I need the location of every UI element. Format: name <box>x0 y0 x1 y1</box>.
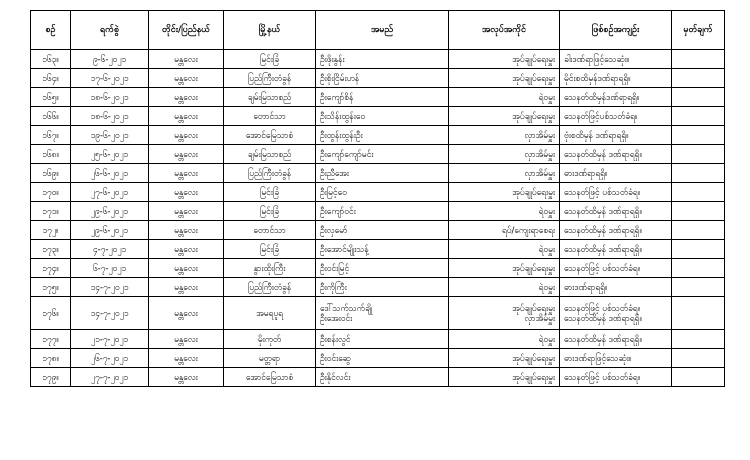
incident-cell-line: သေနတ်ဖြင့် ပစ်သတ်ခံရ။ <box>564 303 641 313</box>
incident-cell-line: သေနတ်ထိမှန် ဒဏ်ရာရရှိ။ <box>564 244 642 254</box>
occupation-cell-line: ရဲဝမှူး <box>538 282 555 292</box>
occupation-cell <box>449 330 560 349</box>
occupation-cell <box>449 50 560 69</box>
remark-cell <box>672 202 725 221</box>
remark-cell <box>672 50 725 69</box>
name-cell <box>316 368 449 387</box>
incident-cell <box>560 183 672 202</box>
serial-cell: ၁၇၅။ <box>31 278 71 297</box>
incident-cell <box>560 69 672 88</box>
township-cell: ချမ်းမြသာစည် <box>224 88 316 107</box>
remark-cell <box>672 107 725 126</box>
region-cell: မန္တလေး <box>149 145 224 164</box>
name-cell <box>316 297 449 330</box>
incident-cell <box>560 50 672 69</box>
incident-cell <box>560 259 672 278</box>
occupation-cell-line: အုပ်ချုပ်ရေးမှူး <box>512 263 555 273</box>
township-cell: မြင်းခြံ <box>224 202 316 221</box>
name-cell <box>316 107 449 126</box>
remark-cell <box>672 164 725 183</box>
occupation-cell <box>449 107 560 126</box>
occupation-cell-line: အုပ်ချုပ်ရေးမှူး <box>512 54 555 64</box>
incident-cell-line: သေနတ်ဖြင့် ပစ်သတ်ခံရ။ <box>564 372 641 382</box>
table-row <box>31 202 725 221</box>
date-cell: ၁၈-၆-၂၀၂၁ <box>71 88 149 107</box>
date-cell: ၂၅-၆-၂၀၂၁ <box>71 145 149 164</box>
incident-cell-line: သေနတ်ထိမှန် ဒဏ်ရာရရှိ။ <box>564 149 642 159</box>
name-cell <box>316 88 449 107</box>
name-cell <box>316 126 449 145</box>
township-cell: တောင်သာ <box>224 107 316 126</box>
region-cell: မန္တလေး <box>149 368 224 387</box>
incident-cell-line: သေနတ်ဖြင့်ပစ်သတ်ခံရ။ <box>564 111 638 121</box>
name-cell <box>316 145 449 164</box>
date-cell: ၁၄-၇-၂၀၂၁ <box>71 278 149 297</box>
occupation-cell-line: ရပ်/ကျေးရာစေရး <box>501 225 555 235</box>
township-cell: ချမ်းမြသာစည် <box>224 145 316 164</box>
occupation-cell <box>449 88 560 107</box>
occupation-cell <box>449 69 560 88</box>
name-cell <box>316 349 449 368</box>
remark-cell <box>672 126 725 145</box>
serial-cell: ၁၆၉။ <box>31 164 71 183</box>
incident-cell <box>560 240 672 259</box>
header-occupation: အလုပ်အကိုင် <box>449 11 560 50</box>
incident-cell-line: သေနတ်ထိမှန် ဒဏ်ရာရရှိ။ <box>564 334 642 344</box>
serial-cell: ၁၇၇။ <box>31 330 71 349</box>
occupation-cell-line: လှာအိမ်မှူး <box>524 130 555 140</box>
occupation-cell <box>449 278 560 297</box>
name-cell-line: ဦးမြင့်ဝေ <box>320 187 347 197</box>
name-cell-line: ဦးအောင်မျိုးသန့် <box>320 244 369 254</box>
region-cell: မန္တလေး <box>149 202 224 221</box>
region-cell: မန္တလေး <box>149 349 224 368</box>
incident-cell <box>560 145 672 164</box>
header-region: တိုင်း/ပြည်နယ် <box>149 11 224 50</box>
region-cell: မန္တလေး <box>149 259 224 278</box>
date-cell: ၁၈-၆-၂၀၂၁ <box>71 107 149 126</box>
remark-cell <box>672 221 725 240</box>
table-row <box>31 126 725 145</box>
header-remark: မှတ်ချက် <box>672 11 725 50</box>
region-cell: မန္တလေး <box>149 278 224 297</box>
table-row <box>31 221 725 240</box>
name-cell-line: ဦးသိန်းထွန်းဝေ <box>320 111 366 121</box>
occupation-cell <box>449 368 560 387</box>
name-cell-line: ဦးအေးဝင်း <box>320 313 353 323</box>
occupation-cell <box>449 164 560 183</box>
remark-cell <box>672 349 725 368</box>
table-row <box>31 278 725 297</box>
region-cell: မန္တလေး <box>149 69 224 88</box>
header-serial: စဉ် <box>31 11 71 50</box>
remark-cell <box>672 183 725 202</box>
occupation-cell <box>449 221 560 240</box>
serial-cell: ၁၆၇။ <box>31 126 71 145</box>
serial-cell: ၁၇၃။ <box>31 240 71 259</box>
remark-cell <box>672 278 725 297</box>
date-cell: ၁၇-၆-၂၀၂၁ <box>71 69 149 88</box>
township-cell: တောင်သာ <box>224 221 316 240</box>
date-cell: ၁၉-၆-၂၀၂၁ <box>71 126 149 145</box>
incident-cell-line: ခါးဒဏ်ရာဖြင့်သေဆုံး။ <box>564 54 630 64</box>
table-row <box>31 349 725 368</box>
remark-cell <box>672 297 725 330</box>
serial-cell: ၁၆၃။ <box>31 50 71 69</box>
occupation-cell <box>449 240 560 259</box>
remark-cell <box>672 368 725 387</box>
incident-cell <box>560 126 672 145</box>
occupation-cell-line: အုပ်ချုပ်ရေးမှူး <box>512 353 555 363</box>
incident-cell-line: သေနတ်ထိမှန် ဒဏ်ရာရရှိ။ <box>564 313 642 323</box>
date-cell: ၁၄-၇-၂၀၂၁ <box>71 297 149 330</box>
occupation-cell <box>449 126 560 145</box>
date-cell: ၂၉-၆-၂၀၂၁ <box>71 221 149 240</box>
name-cell-line: ဦးဖိုးနွန်း <box>320 54 345 64</box>
township-cell: မြင်းခြံ <box>224 50 316 69</box>
name-cell <box>316 330 449 349</box>
region-cell: မန္တလေး <box>149 88 224 107</box>
township-cell: ပြည်ကြီးတံခွန် <box>224 164 316 183</box>
name-cell <box>316 240 449 259</box>
date-cell: ၂၇-၇-၂၀၂၁ <box>71 368 149 387</box>
date-cell: ၂၇-၆-၂၀၂၁ <box>71 183 149 202</box>
name-cell-line: ဦးလှမော် <box>320 225 348 235</box>
table-row <box>31 297 725 330</box>
township-cell: မိုးကုတ် <box>224 330 316 349</box>
name-cell-line: ဦးကျော်ဝင်း <box>320 206 356 216</box>
township-cell: မြင်းခြံ <box>224 183 316 202</box>
name-cell-line: ဦးနိုင်လင်း <box>320 372 351 382</box>
occupation-cell-line: အုပ်ချုပ်ရေးမှူး <box>512 111 555 121</box>
serial-cell: ၁၆၆။ <box>31 107 71 126</box>
incident-cell-line: သေနတ်ဖြင့် ပစ်သတ်ခံရ။ <box>564 187 641 197</box>
occupation-cell-line: ရဲဝမှူး <box>538 244 555 254</box>
name-cell-line: ဦးဝင်းမြင့် <box>320 263 350 273</box>
region-cell: မန္တလေး <box>149 50 224 69</box>
incident-cell-line: ဓားဒဏ်ရာဖြင့်သေဆုံး။ <box>564 353 632 363</box>
date-cell: ၂၉-၆-၂၀၂၁ <box>71 202 149 221</box>
township-cell: အောင်မြေသာစံ <box>224 368 316 387</box>
serial-cell: ၁၇၂။ <box>31 221 71 240</box>
table-row <box>31 259 725 278</box>
region-cell: မန္တလေး <box>149 183 224 202</box>
occupation-cell-line: ရဲဝမှူး <box>538 334 555 344</box>
incident-cell-line: သေနတ်ထိမှန် ဒဏ်ရာရရှိ။ <box>564 225 642 235</box>
remark-cell <box>672 145 725 164</box>
name-cell <box>316 69 449 88</box>
serial-cell: ၁၇၉။ <box>31 368 71 387</box>
serial-cell: ၁၆၅။ <box>31 88 71 107</box>
region-cell: မန္တလေး <box>149 221 224 240</box>
incident-cell <box>560 349 672 368</box>
table-row <box>31 107 725 126</box>
occupation-cell-line: လှာအိမ်မှူး <box>524 313 555 323</box>
incident-cell-line: သေနတ်ဖြင့် ပစ်သတ်ခံရ။ <box>564 263 641 273</box>
date-cell: ၂၆-၆-၂၀၂၁ <box>71 164 149 183</box>
table-row <box>31 88 725 107</box>
incident-table <box>30 10 725 387</box>
township-cell: မတ္တရာ <box>224 349 316 368</box>
incident-cell <box>560 221 672 240</box>
remark-cell <box>672 240 725 259</box>
name-cell-line: ဦးကိုကြီး <box>320 282 347 292</box>
name-cell-line: ဦးဝင်းဆွေ <box>320 353 351 363</box>
date-cell: ၂၆-၇-၂၀၂၁ <box>71 349 149 368</box>
region-cell: မန္တလေး <box>149 126 224 145</box>
occupation-cell <box>449 202 560 221</box>
header-date: ရက်စွဲ <box>71 11 149 50</box>
name-cell-line: ဦးစန်းလွင် <box>320 334 351 344</box>
occupation-cell <box>449 145 560 164</box>
serial-cell: ၁၆၄။ <box>31 69 71 88</box>
name-cell <box>316 259 449 278</box>
header-name: အမည် <box>316 11 449 50</box>
incident-cell <box>560 297 672 330</box>
remark-cell <box>672 88 725 107</box>
name-cell <box>316 221 449 240</box>
township-cell: အောင်မြေသာစံ <box>224 126 316 145</box>
occupation-cell <box>449 183 560 202</box>
name-cell <box>316 50 449 69</box>
name-cell-line: ဦးကျော်စိန် <box>320 92 354 102</box>
name-cell <box>316 278 449 297</box>
name-cell <box>316 164 449 183</box>
header-township: မြို့နယ် <box>224 11 316 50</box>
occupation-cell <box>449 349 560 368</box>
name-cell-line: ဦးကျော်ကျော်မင်း <box>320 149 374 159</box>
table-header-row <box>31 11 725 50</box>
incident-cell <box>560 368 672 387</box>
township-cell: နွားထိုးကြီး <box>224 259 316 278</box>
date-cell: ၉-၆-၂၀၂၁ <box>71 50 149 69</box>
serial-cell: ၁၇၄။ <box>31 259 71 278</box>
region-cell: မန္တလေး <box>149 297 224 330</box>
serial-cell: ၁၇၈။ <box>31 349 71 368</box>
table-row <box>31 368 725 387</box>
region-cell: မန္တလေး <box>149 240 224 259</box>
remark-cell <box>672 69 725 88</box>
table-row <box>31 183 725 202</box>
incident-cell-line: မိုင်းစထိမှန်ဒဏ်ရာရရှိ။ <box>564 73 631 83</box>
occupation-cell-line: လှာအိမ်မှူး <box>524 168 555 178</box>
region-cell: မန္တလေး <box>149 164 224 183</box>
table-row <box>31 145 725 164</box>
date-cell: ၂၁-၇-၂၀၂၁ <box>71 330 149 349</box>
table-row <box>31 164 725 183</box>
incident-cell <box>560 278 672 297</box>
serial-cell: ၁၇၀။ <box>31 183 71 202</box>
occupation-cell-line: ရဲဝမှူး <box>538 206 555 216</box>
date-cell: ၆-၇-၂၀၂၁ <box>71 259 149 278</box>
name-cell <box>316 202 449 221</box>
name-cell-line: ဦးထွန်းထွန်းဦး <box>320 130 363 140</box>
table-row <box>31 330 725 349</box>
occupation-cell-line: အုပ်ချုပ်ရေးမှူး <box>512 187 555 197</box>
serial-cell: ၁၇၆။ <box>31 297 71 330</box>
serial-cell: ၁၇၁။ <box>31 202 71 221</box>
incident-cell-line: သေနတ်ထိမှန်ဒဏ်ရာရရှိ။ <box>564 92 640 102</box>
occupation-cell-line: အုပ်ချုပ်ရေးမှူး <box>512 73 555 83</box>
table-body <box>31 50 725 387</box>
occupation-cell-line: လှာအိမ်မှူး <box>524 149 555 159</box>
township-cell: ပြည်ကြီးတံခွန် <box>224 278 316 297</box>
incident-cell <box>560 164 672 183</box>
remark-cell <box>672 259 725 278</box>
date-cell: ၄-၇-၂၀၂၁ <box>71 240 149 259</box>
name-cell-line: ဦးညီအေး <box>320 168 349 178</box>
occupation-cell-line: အုပ်ချုပ်ရေးမှူး <box>512 303 555 313</box>
incident-cell-line: ဓားဒဏ်ရာရရှိ။ <box>564 282 608 292</box>
incident-cell-line: ဗုံးစထိမှန် ဒဏ်ရာရရှိ။ <box>564 130 629 140</box>
incident-cell <box>560 202 672 221</box>
township-cell: အမရပူရ <box>224 297 316 330</box>
name-cell-line: ဦးစိုးငြိမ်းဟန် <box>320 73 360 83</box>
incident-table-container <box>30 10 724 387</box>
table-row <box>31 50 725 69</box>
township-cell: မြင်းခြံ <box>224 240 316 259</box>
region-cell: မန္တလေး <box>149 107 224 126</box>
header-incident: ဖြစ်စဉ်အကျဉ်း <box>560 11 672 50</box>
incident-cell-line: ဓားဒဏ်ရာရရှိ။ <box>564 168 608 178</box>
table-row <box>31 69 725 88</box>
occupation-cell <box>449 297 560 330</box>
region-cell: မန္တလေး <box>149 330 224 349</box>
incident-cell-line: သေနတ်ထိမှန် ဒဏ်ရာရရှိ။ <box>564 206 642 216</box>
incident-cell <box>560 88 672 107</box>
incident-cell <box>560 107 672 126</box>
occupation-cell <box>449 259 560 278</box>
incident-cell <box>560 330 672 349</box>
occupation-cell-line: အုပ်ချုပ်ရေးမှူး <box>512 372 555 382</box>
table-row <box>31 240 725 259</box>
occupation-cell-line: ရဲဝမှူး <box>538 92 555 102</box>
name-cell <box>316 183 449 202</box>
serial-cell: ၁၆၈။ <box>31 145 71 164</box>
name-cell-line: ဒေါ်သက်သက်ချို <box>320 303 373 313</box>
remark-cell <box>672 330 725 349</box>
township-cell: ပြည်ကြီးတံခွန် <box>224 69 316 88</box>
